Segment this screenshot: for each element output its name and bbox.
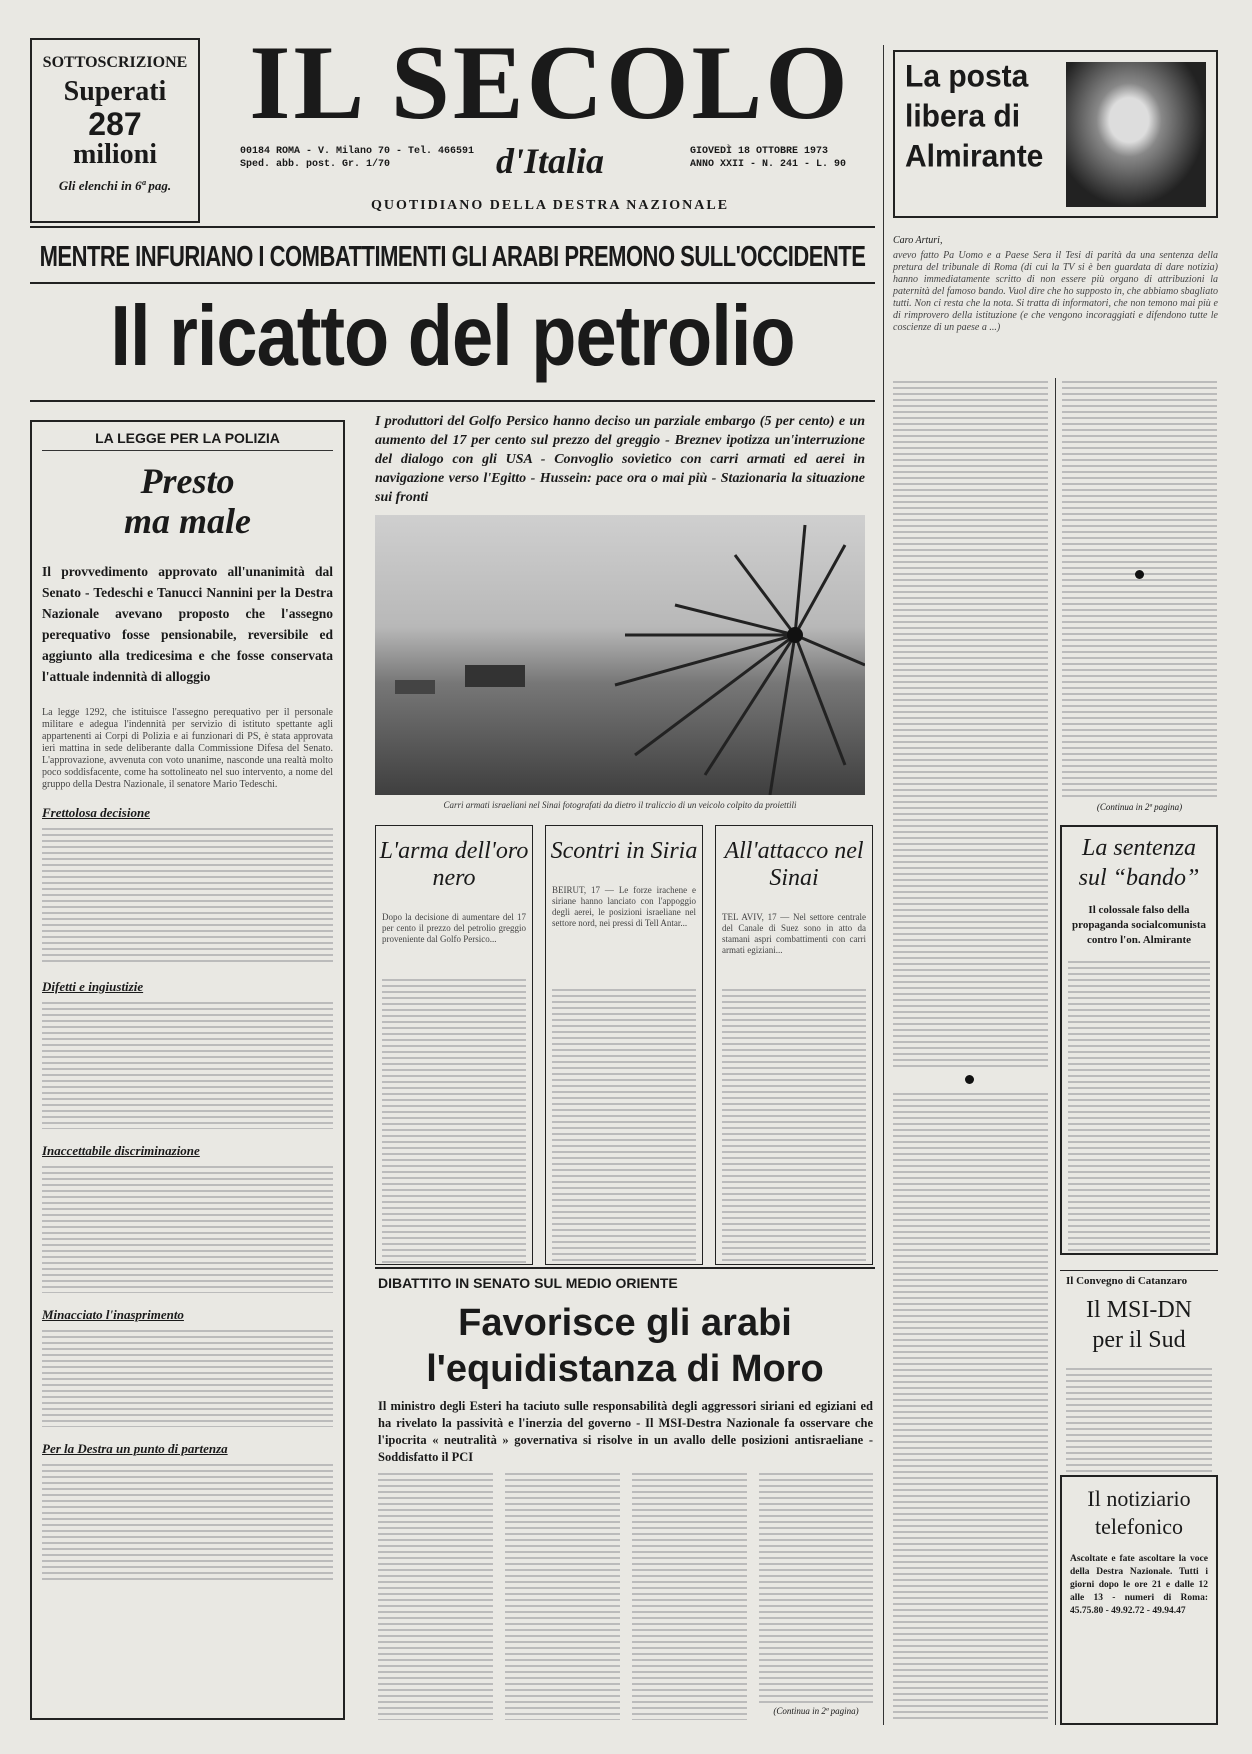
masthead-subtitle: d'Italia	[495, 141, 605, 181]
senate-col-d	[759, 1470, 873, 1705]
notiziario-headline-1: Il notiziario	[1087, 1486, 1191, 1511]
filler-text	[42, 825, 333, 965]
kicker: MENTRE INFURIANO I COMBATTIMENTI GLI ARABI PREMONO SULL'OCCIDENTE	[39, 240, 866, 273]
subscription-title: SOTTOSCRIZIONE	[42, 54, 188, 71]
right-col-b-note: (Continua in 2ª pagina)	[1096, 802, 1183, 812]
msi-kicker: Il Convegno di Catanzaro	[1066, 1275, 1188, 1287]
senate-headline-2: l'equidistanza di Moro	[426, 1348, 824, 1390]
column-2-title: Scontri in Siria	[550, 838, 698, 864]
masthead-title: IL SECOLO	[249, 24, 851, 141]
masthead-rule	[30, 226, 875, 228]
column-1-filler	[382, 976, 526, 1264]
police-label: LA LEGGE PER LA POLIZIA	[42, 430, 333, 451]
police-para: La legge 1292, che istituisce l'assegno perequativo per il personale militare e adegua l'indennità per servizio di istituto spettante agli appartenenti ai Corpi di Polizia e ai funzionari di PS, è stata approvata ieri mattina in sede deliberante dalla Commissione Difesa del Senato. L'approvazione, avvenuta con voto unanime, nasconde una realtà molto poco soddisfacente, come ha sottolineato nel suo intervento, a nome del gruppo della Destra Nazionale, il senatore Mario Tedeschi.	[42, 707, 333, 790]
photo-caption: Carri armati israeliani nel Sinai fotografati da dietro il traliccio di un veicolo colpito da proiettili	[443, 800, 797, 810]
postal-line: Sped. abb. post. Gr. 1/70	[240, 159, 391, 170]
filler-text	[42, 1461, 333, 1581]
column-3	[715, 825, 873, 1265]
photo	[375, 515, 865, 795]
masthead-left-info	[240, 145, 474, 171]
address-line: 00184 ROMA - V. Milano 70 - Tel. 466591	[240, 146, 475, 157]
column-2-filler	[552, 986, 696, 1264]
posta-body: avevo fatto Pa Uomo e a Paese Sera il Tesi di parità da una sentenza della pretura del tribunale di Roma (di cui la TV si è ben guardata di dare notizia) hanno immediatamente scritto di non essere più organo di attribuzioni la paternità del famoso bando. Vuol dire che ho supposto in, che abbiamo sbagliato tutti. Non ci resta che la nota. Si tratta di informatori, che non temono mai più e di rimprovero della istituzione (e che vengono incoraggiati e difendono tutte le coscienze di un paese a ...)	[893, 250, 1218, 333]
posta-headline: La posta libera di Almirante	[905, 59, 1044, 174]
police-headline-1: Presto	[140, 461, 235, 501]
sentenza-filler	[1068, 958, 1210, 1255]
police-sub-2: Difetti e ingiustizie	[42, 979, 144, 994]
sentenza-deck: Il colossale falso della propaganda socialcomunista contro l'on. Almirante	[1072, 904, 1206, 946]
photo-illustration	[375, 515, 865, 795]
right-col-a	[893, 378, 1048, 1068]
main-deck: I produttori del Golfo Persico hanno deciso un parziale embargo (5 per cento) e un aumento del 17 per cento sul prezzo del greggio - Breznev ipotizza un'interruzione del dialogo con gli USA - Convoglio sovietico con carri armati ed aerei in navigazione verso l'Egitto - Hussein: pace ora o mai più - Stazionaria la situazione sui fronti	[375, 414, 865, 505]
police-sub-3: Inaccettabile discriminazione	[42, 1143, 200, 1158]
right-col-b	[1062, 378, 1217, 798]
posta-intro: Caro Arturi,	[893, 235, 943, 246]
column-3-title: All'attacco nel Sinai	[724, 838, 864, 891]
sentenza-headline-2: sul “bando”	[1078, 865, 1200, 891]
msi-headline-2: per il Sud	[1092, 1327, 1186, 1353]
bullet-dot-1	[1135, 570, 1144, 579]
column-1-title: L'arma dell'oro nero	[379, 838, 529, 891]
senate-col-c	[632, 1470, 747, 1720]
column-3-lead: TEL AVIV, 17 — Nel settore centrale del Canale di Suez sono in atto da stamani aspri combattimenti con carri armati egiziani...	[722, 912, 866, 955]
posta-box	[893, 50, 1218, 218]
column-1-lead: Dopo la decisione di aumentare del 17 per cento il prezzo del petrolio greggio proveniente dal Golfo Persico...	[382, 912, 526, 944]
senate-headline-1: Favorisce gli arabi	[458, 1302, 792, 1344]
subscription-line3: milioni	[72, 139, 157, 170]
filler-text	[42, 1163, 333, 1293]
police-sub-4: Minacciato l'inasprimento	[42, 1307, 184, 1322]
masthead-tagline: QUOTIDIANO DELLA DESTRA NAZIONALE	[370, 198, 730, 213]
msi-rule	[1060, 1270, 1218, 1271]
bullet-dot-2	[965, 1075, 974, 1084]
main-headline: Il ricatto del petrolio	[110, 287, 795, 384]
column-3-filler	[722, 986, 866, 1264]
police-headline-2: ma male	[124, 501, 251, 541]
filler-text	[42, 999, 333, 1129]
police-sub-1: Frettolosa decisione	[42, 805, 150, 820]
notiziario-body: Ascoltate e fate ascoltare la voce della Destra Nazionale. Tutti i giorni dopo le ore 21 e dalle 12 alle 13 - numeri di Roma: 45.75.80 - 49.92.72 - 49.94.47	[1070, 1554, 1208, 1616]
senate-col-b	[505, 1470, 620, 1720]
subscription-box	[30, 38, 200, 223]
filler-text	[42, 1327, 333, 1427]
right-col-a2	[893, 1090, 1048, 1720]
subscription-line1: Superati	[63, 76, 167, 107]
separator	[1055, 378, 1056, 1725]
column-2	[545, 825, 703, 1265]
police-article	[30, 420, 345, 1720]
date-line: GIOVEDÌ 18 OTTOBRE 1973	[690, 146, 829, 157]
issue-line: ANNO XXII - N. 241 - L. 90	[690, 159, 847, 170]
senate-deck: Il ministro degli Esteri ha taciuto sulle responsabilità degli aggressori siriani ed egiziani ed ha rivelato la passività e l'inerzia del governo - Il MSI-Destra Nazionale fa osservare che l'ipocrita « neutralità » governativa si risolve in un avallo delle posizioni antisraeliane - Soddisfatto il PCI	[378, 1399, 873, 1464]
masthead-right-info	[690, 145, 846, 171]
column-2-lead: BEIRUT, 17 — Le forze irachene e siriane hanno lanciato con l'appoggio degli aerei, le posizioni israeliane nel settore nord, nei pressi di Tell Antar...	[552, 885, 696, 928]
portrait-photo	[1066, 62, 1206, 207]
msi-headline-1: Il MSI-DN	[1086, 1297, 1192, 1323]
senate-kicker: DIBATTITO IN SENATO SUL MEDIO ORIENTE	[378, 1275, 678, 1291]
subscription-amount: 287	[88, 106, 142, 142]
column-1	[375, 825, 533, 1265]
police-lead: Il provvedimento approvato all'unanimità dal Senato - Tedeschi e Tanucci Nannini per la Destra Nazionale avevano proposto che l'assegno perequativo fosse pensionabile, reversibile ed aggiunto alla tredicesima e che fosse conservata l'attuale indennità di alloggio	[42, 564, 333, 684]
senate-body	[378, 1470, 873, 1720]
notiziario-box	[1060, 1475, 1218, 1725]
sentenza-box	[1060, 825, 1218, 1255]
senate-col-a	[378, 1470, 493, 1720]
separator	[883, 45, 884, 1725]
msi-filler	[1066, 1365, 1212, 1475]
sentenza-headline-1: La sentenza	[1082, 835, 1196, 861]
headline-rule	[30, 400, 875, 402]
senate-continue-note: (Continua in 2ª pagina)	[773, 1706, 859, 1716]
notiziario-headline-2: telefonico	[1095, 1514, 1183, 1539]
senate-top-rule	[375, 1267, 875, 1269]
police-sub-5: Per la Destra un punto di partenza	[42, 1441, 228, 1456]
subscription-note: Gli elenchi in 6ª pag.	[58, 178, 172, 193]
